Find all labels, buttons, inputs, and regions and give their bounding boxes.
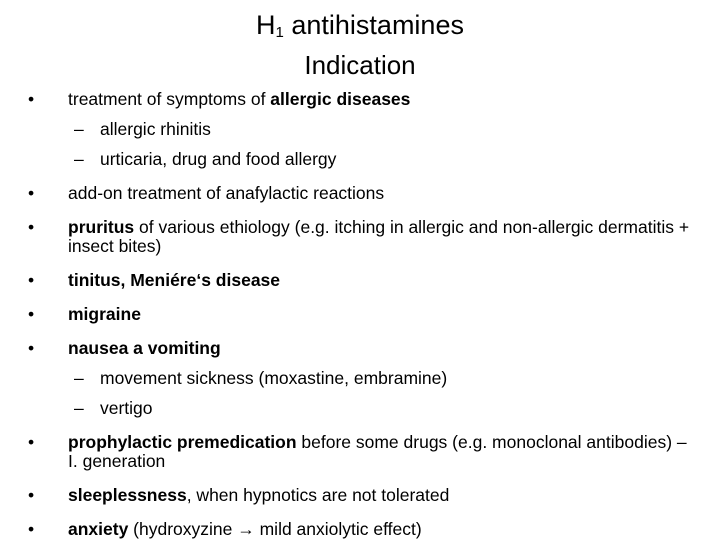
bullet-icon: • xyxy=(28,519,35,539)
list-item-text xyxy=(28,218,698,256)
slide-subtitle: Indication xyxy=(304,50,416,80)
slide-title xyxy=(0,12,720,39)
list-item-text xyxy=(28,520,698,539)
item-text-bold: migraine xyxy=(68,304,141,324)
sub-list-item-text: urticaria, drug and food allergy xyxy=(100,149,337,169)
dash-icon: – xyxy=(74,119,84,139)
list-item-text xyxy=(28,339,698,358)
list-item xyxy=(28,90,698,169)
sub-list-item-text: allergic rhinitis xyxy=(100,119,211,139)
sub-list-item-text: vertigo xyxy=(100,398,153,418)
list-item-text xyxy=(28,90,698,109)
sub-list-item xyxy=(28,369,698,388)
dash-icon: – xyxy=(74,398,84,418)
item-text-pre: add-on treatment of anafylactic reactions xyxy=(68,183,385,203)
bullet-list xyxy=(28,90,698,539)
list-item xyxy=(28,486,698,505)
bullet-icon: • xyxy=(28,485,35,505)
item-text-bold: allergic diseases xyxy=(270,89,411,109)
item-text-bold: prophylactic premedication xyxy=(68,432,297,452)
item-text-bold: tinitus, Meniére‘s disease xyxy=(68,270,281,290)
title-main: H xyxy=(256,10,276,40)
bullet-icon: • xyxy=(28,432,35,452)
list-item xyxy=(28,218,698,256)
list-item xyxy=(28,184,698,203)
title-subscript: 1 xyxy=(275,24,284,41)
sub-list-item xyxy=(28,150,698,169)
bullet-icon: • xyxy=(28,338,35,358)
sub-list-item-text: movement sickness (moxastine, embramine) xyxy=(100,368,448,388)
sub-list-item xyxy=(28,120,698,139)
bullet-icon: • xyxy=(28,270,35,290)
item-text-bold: anxiety xyxy=(68,519,129,539)
list-item-text xyxy=(28,184,698,203)
list-item-text xyxy=(28,305,698,324)
bullet-icon: • xyxy=(28,304,35,324)
list-item xyxy=(28,433,698,471)
item-text-post: (hydroxyzine → mild anxiolytic effect) xyxy=(128,519,422,539)
item-text-post: of various ethiology (e.g. itching in allergic and non-allergic dermatitis + insect bites) xyxy=(68,217,690,256)
item-text-post: before some drugs (e.g. monoclonal antibodies) – I. generation xyxy=(68,432,687,471)
bullet-icon: • xyxy=(28,89,35,109)
list-item xyxy=(28,271,698,290)
bullet-icon: • xyxy=(28,217,35,237)
dash-icon: – xyxy=(74,149,84,169)
bullet-icon: • xyxy=(28,183,35,203)
title-rest: antihistamines xyxy=(283,10,464,40)
item-text-bold: nausea a vomiting xyxy=(68,338,221,358)
list-item xyxy=(28,339,698,418)
item-text-pre: treatment of symptoms of xyxy=(68,89,271,109)
list-item xyxy=(28,305,698,324)
item-text-post: , when hypnotics are not tolerated xyxy=(186,485,450,505)
list-item xyxy=(28,520,698,539)
list-item-text xyxy=(28,486,698,505)
dash-icon: – xyxy=(74,368,84,388)
item-text-bold: pruritus xyxy=(68,217,135,237)
list-item-text xyxy=(28,433,698,471)
sub-list-item xyxy=(28,399,698,418)
item-text-bold: sleeplessness xyxy=(68,485,187,505)
list-item-text xyxy=(28,271,698,290)
